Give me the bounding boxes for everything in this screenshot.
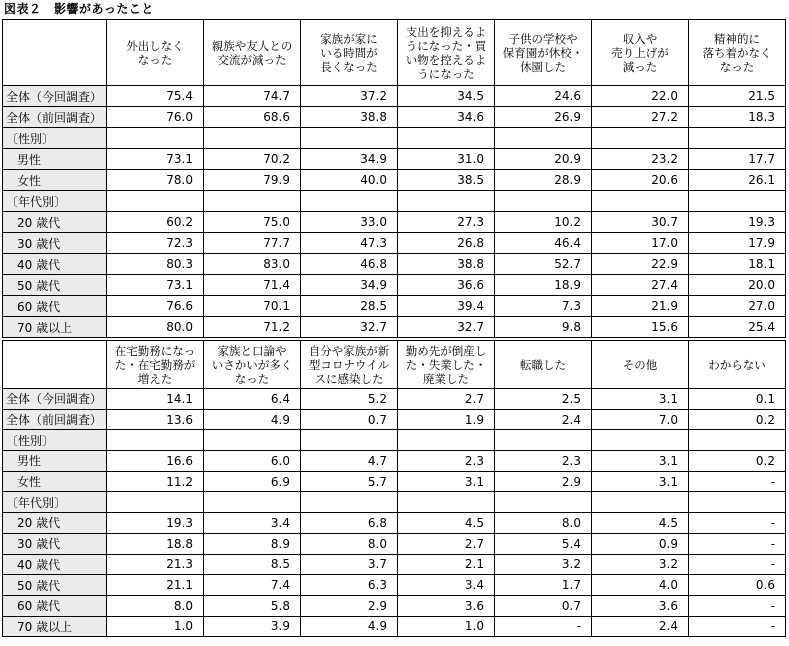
value-cell: 2.9	[495, 471, 592, 492]
value-cell: -	[495, 616, 592, 637]
value-cell: 27.2	[592, 107, 689, 128]
value-cell: -	[689, 616, 786, 637]
value-cell: 8.0	[495, 513, 592, 534]
value-cell: 0.9	[592, 533, 689, 554]
value-cell: 15.6	[592, 317, 689, 338]
table-row	[3, 149, 786, 170]
value-cell	[689, 492, 786, 513]
value-cell: 47.3	[301, 233, 398, 254]
table-row	[3, 575, 786, 596]
value-cell: 11.2	[107, 471, 204, 492]
table-row	[3, 513, 786, 534]
value-cell: 32.7	[301, 317, 398, 338]
column-header: 精神的に 落ち着かなく なった	[689, 20, 786, 86]
row-label: 20 歳代	[3, 212, 107, 233]
value-cell: 3.2	[592, 554, 689, 575]
value-cell: 18.8	[107, 533, 204, 554]
table-row	[3, 191, 786, 212]
column-header: 家族が家に いる時間が 長くなった	[301, 20, 398, 86]
value-cell: 21.3	[107, 554, 204, 575]
value-cell	[107, 128, 204, 149]
value-cell	[204, 492, 301, 513]
value-cell	[689, 128, 786, 149]
value-cell	[398, 128, 495, 149]
value-cell: 74.7	[204, 86, 301, 107]
value-cell: 3.9	[204, 616, 301, 637]
value-cell: 16.6	[107, 451, 204, 472]
value-cell	[592, 430, 689, 451]
value-cell: 4.5	[398, 513, 495, 534]
value-cell: 22.0	[592, 86, 689, 107]
value-cell	[592, 492, 689, 513]
table-row	[3, 554, 786, 575]
value-cell: 3.6	[592, 595, 689, 616]
value-cell: 2.4	[495, 409, 592, 430]
value-cell: 26.9	[495, 107, 592, 128]
value-cell: 18.9	[495, 275, 592, 296]
value-cell	[592, 128, 689, 149]
value-cell: 21.9	[592, 296, 689, 317]
value-cell: 3.2	[495, 554, 592, 575]
value-cell: 3.1	[592, 471, 689, 492]
value-cell	[204, 128, 301, 149]
value-cell	[301, 191, 398, 212]
value-cell: 71.2	[204, 317, 301, 338]
value-cell: 52.7	[495, 254, 592, 275]
table-row	[3, 471, 786, 492]
value-cell: 2.5	[495, 389, 592, 410]
value-cell: 3.1	[592, 389, 689, 410]
value-cell: 37.2	[301, 86, 398, 107]
corner-cell	[3, 341, 107, 389]
value-cell	[495, 128, 592, 149]
value-cell: 20.9	[495, 149, 592, 170]
value-cell: 1.0	[107, 616, 204, 637]
table-body	[3, 389, 786, 637]
column-header: わからない	[689, 341, 786, 389]
value-cell: 83.0	[204, 254, 301, 275]
value-cell: 8.9	[204, 533, 301, 554]
row-label: 40 歳代	[3, 254, 107, 275]
value-cell	[107, 430, 204, 451]
value-cell: 21.1	[107, 575, 204, 596]
value-cell: 77.7	[204, 233, 301, 254]
column-header: その他	[592, 341, 689, 389]
value-cell: 40.0	[301, 170, 398, 191]
value-cell: 38.8	[301, 107, 398, 128]
value-cell: 1.0	[398, 616, 495, 637]
value-cell: 27.3	[398, 212, 495, 233]
section-label: 〔年代別〕	[3, 191, 107, 212]
value-cell: -	[689, 533, 786, 554]
value-cell: 4.0	[592, 575, 689, 596]
value-cell: 2.7	[398, 389, 495, 410]
value-cell: 22.9	[592, 254, 689, 275]
table-row	[3, 595, 786, 616]
column-header: 収入や 売り上げが 減った	[592, 20, 689, 86]
value-cell: 26.1	[689, 170, 786, 191]
table-row	[3, 254, 786, 275]
value-cell: 17.9	[689, 233, 786, 254]
column-header: 子供の学校や 保育園が休校・ 休園した	[495, 20, 592, 86]
value-cell: 1.9	[398, 409, 495, 430]
value-cell: 14.1	[107, 389, 204, 410]
row-label: 全体（今回調査）	[3, 389, 107, 410]
value-cell: 46.8	[301, 254, 398, 275]
value-cell: 31.0	[398, 149, 495, 170]
value-cell: 38.5	[398, 170, 495, 191]
value-cell: 17.7	[689, 149, 786, 170]
value-cell: 3.7	[301, 554, 398, 575]
table-row	[3, 86, 786, 107]
row-label: 全体（前回調査）	[3, 107, 107, 128]
value-cell: 0.2	[689, 451, 786, 472]
value-cell: 2.4	[592, 616, 689, 637]
table-row	[3, 317, 786, 338]
row-label: 30 歳代	[3, 533, 107, 554]
value-cell: 5.8	[204, 595, 301, 616]
table-row	[3, 492, 786, 513]
value-cell: 13.6	[107, 409, 204, 430]
value-cell: 46.4	[495, 233, 592, 254]
impact-table-2	[2, 340, 786, 637]
value-cell: 79.9	[204, 170, 301, 191]
row-label: 30 歳代	[3, 233, 107, 254]
row-label: 70 歳以上	[3, 616, 107, 637]
value-cell: 76.0	[107, 107, 204, 128]
value-cell: 21.5	[689, 86, 786, 107]
corner-cell	[3, 20, 107, 86]
table-row	[3, 296, 786, 317]
column-header: 支出を抑えるよ うになった・買 い物を控えるよ うになった	[398, 20, 495, 86]
value-cell: 75.0	[204, 212, 301, 233]
value-cell: 38.8	[398, 254, 495, 275]
value-cell	[689, 191, 786, 212]
value-cell: 6.0	[204, 451, 301, 472]
value-cell	[301, 492, 398, 513]
row-label: 50 歳代	[3, 575, 107, 596]
value-cell: 0.1	[689, 389, 786, 410]
value-cell: 72.3	[107, 233, 204, 254]
column-header: 在宅勤務になっ た・在宅勤務が 増えた	[107, 341, 204, 389]
value-cell: 73.1	[107, 149, 204, 170]
value-cell: 71.4	[204, 275, 301, 296]
value-cell: 4.9	[204, 409, 301, 430]
value-cell: 24.6	[495, 86, 592, 107]
column-header: 転職した	[495, 341, 592, 389]
value-cell: 17.0	[592, 233, 689, 254]
value-cell: 75.4	[107, 86, 204, 107]
row-label: 60 歳代	[3, 296, 107, 317]
value-cell: 19.3	[689, 212, 786, 233]
value-cell: 34.9	[301, 149, 398, 170]
value-cell: 7.4	[204, 575, 301, 596]
value-cell: 3.1	[592, 451, 689, 472]
row-label: 全体（今回調査）	[3, 86, 107, 107]
column-header: 親族や友人との 交流が減った	[204, 20, 301, 86]
value-cell: 8.0	[301, 533, 398, 554]
impact-table-1	[2, 19, 786, 338]
column-header: 自分や家族が新 型コロナウイル スに感染した	[301, 341, 398, 389]
table-row	[3, 212, 786, 233]
value-cell: 3.4	[204, 513, 301, 534]
section-label: 〔年代別〕	[3, 492, 107, 513]
table-header-row	[3, 20, 786, 86]
value-cell: 36.6	[398, 275, 495, 296]
value-cell: 6.9	[204, 471, 301, 492]
value-cell	[689, 430, 786, 451]
value-cell	[592, 191, 689, 212]
row-label: 女性	[3, 170, 107, 191]
value-cell: 8.0	[107, 595, 204, 616]
value-cell: -	[689, 513, 786, 534]
table-row	[3, 170, 786, 191]
value-cell: 70.2	[204, 149, 301, 170]
row-label: 全体（前回調査）	[3, 409, 107, 430]
value-cell	[301, 128, 398, 149]
row-label: 女性	[3, 471, 107, 492]
value-cell	[398, 430, 495, 451]
value-cell	[204, 430, 301, 451]
value-cell: 23.2	[592, 149, 689, 170]
value-cell: 32.7	[398, 317, 495, 338]
table-row	[3, 430, 786, 451]
value-cell: 3.4	[398, 575, 495, 596]
value-cell: 25.4	[689, 317, 786, 338]
value-cell: 80.0	[107, 317, 204, 338]
value-cell	[495, 191, 592, 212]
column-header: 外出しなく なった	[107, 20, 204, 86]
value-cell: 7.0	[592, 409, 689, 430]
value-cell: 0.6	[689, 575, 786, 596]
table-header-row	[3, 341, 786, 389]
row-label: 男性	[3, 149, 107, 170]
value-cell: 5.7	[301, 471, 398, 492]
value-cell: 8.5	[204, 554, 301, 575]
table-row	[3, 107, 786, 128]
figure-title: 図表２ 影響があったこと	[4, 2, 154, 16]
value-cell: -	[689, 471, 786, 492]
value-cell	[107, 492, 204, 513]
table-body	[3, 86, 786, 338]
value-cell: 4.5	[592, 513, 689, 534]
value-cell: 34.9	[301, 275, 398, 296]
value-cell: 70.1	[204, 296, 301, 317]
value-cell	[301, 430, 398, 451]
value-cell: 27.4	[592, 275, 689, 296]
value-cell: 4.7	[301, 451, 398, 472]
row-label: 20 歳代	[3, 513, 107, 534]
value-cell: 19.3	[107, 513, 204, 534]
value-cell	[495, 492, 592, 513]
value-cell: -	[689, 554, 786, 575]
row-label: 60 歳代	[3, 595, 107, 616]
value-cell	[398, 191, 495, 212]
value-cell: 5.4	[495, 533, 592, 554]
value-cell	[204, 191, 301, 212]
table-row	[3, 128, 786, 149]
value-cell: 4.9	[301, 616, 398, 637]
value-cell: 39.4	[398, 296, 495, 317]
value-cell: 34.6	[398, 107, 495, 128]
value-cell: 6.4	[204, 389, 301, 410]
value-cell: 5.2	[301, 389, 398, 410]
value-cell: 9.8	[495, 317, 592, 338]
value-cell: 10.2	[495, 212, 592, 233]
value-cell: 68.6	[204, 107, 301, 128]
row-label: 70 歳以上	[3, 317, 107, 338]
value-cell	[107, 191, 204, 212]
table-row	[3, 389, 786, 410]
value-cell: 30.7	[592, 212, 689, 233]
value-cell: -	[689, 595, 786, 616]
value-cell: 27.0	[689, 296, 786, 317]
row-label: 男性	[3, 451, 107, 472]
value-cell: 1.7	[495, 575, 592, 596]
table-row	[3, 451, 786, 472]
value-cell: 6.3	[301, 575, 398, 596]
value-cell: 33.0	[301, 212, 398, 233]
value-cell: 34.5	[398, 86, 495, 107]
section-label: 〔性別〕	[3, 430, 107, 451]
value-cell: 2.3	[398, 451, 495, 472]
value-cell: 3.1	[398, 471, 495, 492]
column-header: 家族と口論や いさかいが多く なった	[204, 341, 301, 389]
value-cell: 20.0	[689, 275, 786, 296]
value-cell: 73.1	[107, 275, 204, 296]
table-row	[3, 233, 786, 254]
value-cell: 2.3	[495, 451, 592, 472]
value-cell: 76.6	[107, 296, 204, 317]
value-cell: 0.7	[495, 595, 592, 616]
value-cell: 2.1	[398, 554, 495, 575]
value-cell: 60.2	[107, 212, 204, 233]
value-cell: 3.6	[398, 595, 495, 616]
value-cell: 2.7	[398, 533, 495, 554]
value-cell: 78.0	[107, 170, 204, 191]
value-cell: 80.3	[107, 254, 204, 275]
column-header: 勤め先が倒産し た・失業した・ 廃業した	[398, 341, 495, 389]
value-cell: 18.3	[689, 107, 786, 128]
table-row	[3, 616, 786, 637]
table-row	[3, 409, 786, 430]
table-row	[3, 275, 786, 296]
value-cell: 20.6	[592, 170, 689, 191]
value-cell: 6.8	[301, 513, 398, 534]
section-label: 〔性別〕	[3, 128, 107, 149]
value-cell: 2.9	[301, 595, 398, 616]
value-cell: 0.2	[689, 409, 786, 430]
value-cell: 0.7	[301, 409, 398, 430]
row-label: 50 歳代	[3, 275, 107, 296]
value-cell: 26.8	[398, 233, 495, 254]
value-cell	[495, 430, 592, 451]
row-label: 40 歳代	[3, 554, 107, 575]
value-cell	[398, 492, 495, 513]
value-cell: 7.3	[495, 296, 592, 317]
value-cell: 28.5	[301, 296, 398, 317]
value-cell: 18.1	[689, 254, 786, 275]
value-cell: 28.9	[495, 170, 592, 191]
table-row	[3, 533, 786, 554]
